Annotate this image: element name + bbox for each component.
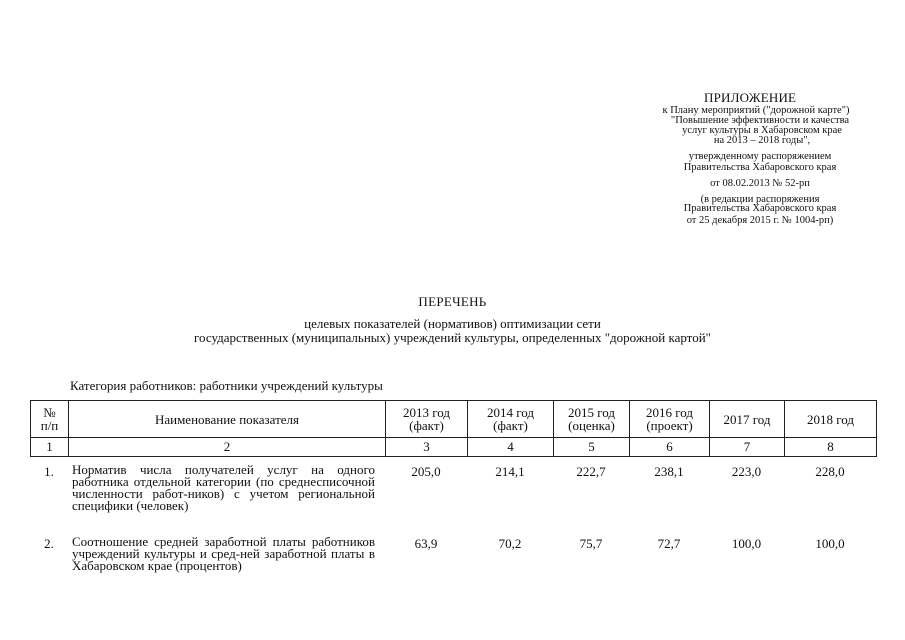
appendix-line: Правительства Хабаровского края — [683, 162, 837, 173]
column-header: 2015 год (оценка) — [554, 401, 630, 438]
document-title: ПЕРЕЧЕНЬ — [418, 294, 487, 309]
value-2013: 63,9 — [414, 536, 438, 551]
column-header: 2013 год (факт) — [386, 401, 468, 438]
column-number: 2 — [69, 438, 386, 457]
indicator-name: Норматив числа получателей услуг на одного работника отдельной категории (по среднесписочной численности работ-ников) с учетом региональной специфики (человек) — [72, 462, 375, 513]
value-2016: 72,7 — [657, 536, 681, 551]
appendix-line: Правительства Хабаровского края — [683, 203, 837, 214]
appendix-line: утвержденному распоряжением — [688, 151, 832, 162]
indicators-table-header — [30, 400, 877, 457]
worker-category: Категория работников: работники учреждений культуры — [70, 378, 383, 393]
value-2017: 100,0 — [731, 536, 762, 551]
appendix-line: к Плану мероприятий ("дорожной карте") — [662, 105, 850, 116]
value-2015: 75,7 — [579, 536, 603, 551]
value-2014: 214,1 — [495, 464, 525, 479]
column-number: 8 — [785, 438, 877, 457]
column-number: 1 — [31, 438, 69, 457]
column-header: 2017 год — [710, 401, 785, 438]
column-header: 2016 год (проект) — [630, 401, 710, 438]
indicators-table-body — [30, 464, 876, 596]
appendix-line: услуг культуры в Хабаровском крае — [682, 125, 842, 136]
table-row — [30, 536, 876, 596]
value-2015: 222,7 — [576, 464, 606, 479]
column-number: 6 — [630, 438, 710, 457]
column-number: 7 — [710, 438, 785, 457]
header-row — [31, 401, 877, 438]
value-2017: 223,0 — [731, 464, 762, 479]
column-header: 2018 год — [785, 401, 877, 438]
appendix-line: на 2013 – 2018 годы", — [713, 135, 811, 146]
document-subtitle-line-1: целевых показателей (нормативов) оптимизации сети — [304, 316, 601, 331]
column-header: Наименование показателя — [69, 401, 386, 438]
column-number-row — [31, 438, 877, 457]
column-header: № п/п — [31, 401, 69, 438]
value-2018: 228,0 — [815, 464, 845, 479]
column-header: 2014 год (факт) — [468, 401, 554, 438]
row-index: 2. — [44, 536, 54, 551]
value-2018: 100,0 — [815, 536, 845, 551]
column-number: 4 — [468, 438, 554, 457]
document-subtitle-line-2: государственных (муниципальных) учреждений культуры, определенных "дорожной картой" — [194, 330, 711, 345]
column-number: 3 — [386, 438, 468, 457]
value-2014: 70,2 — [498, 536, 522, 551]
table-row — [30, 464, 876, 536]
column-number: 5 — [554, 438, 630, 457]
appendix-title: ПРИЛОЖЕНИЕ — [704, 90, 797, 105]
appendix-line: (в редакции распоряжения — [700, 194, 820, 205]
appendix-line: от 08.02.2013 № 52-рп — [710, 178, 810, 189]
appendix-line: от 25 декабря 2015 г. № 1004-рп) — [686, 215, 834, 226]
value-2016: 238,1 — [654, 464, 684, 479]
value-2013: 205,0 — [411, 464, 441, 479]
row-index: 1. — [44, 464, 54, 479]
appendix-line: "Повышение эффективности и качества — [670, 115, 850, 126]
indicator-name: Соотношение средней заработной платы работников учреждений культуры и сред-ней заработной платы в Хабаровском крае (процентов) — [72, 534, 375, 573]
